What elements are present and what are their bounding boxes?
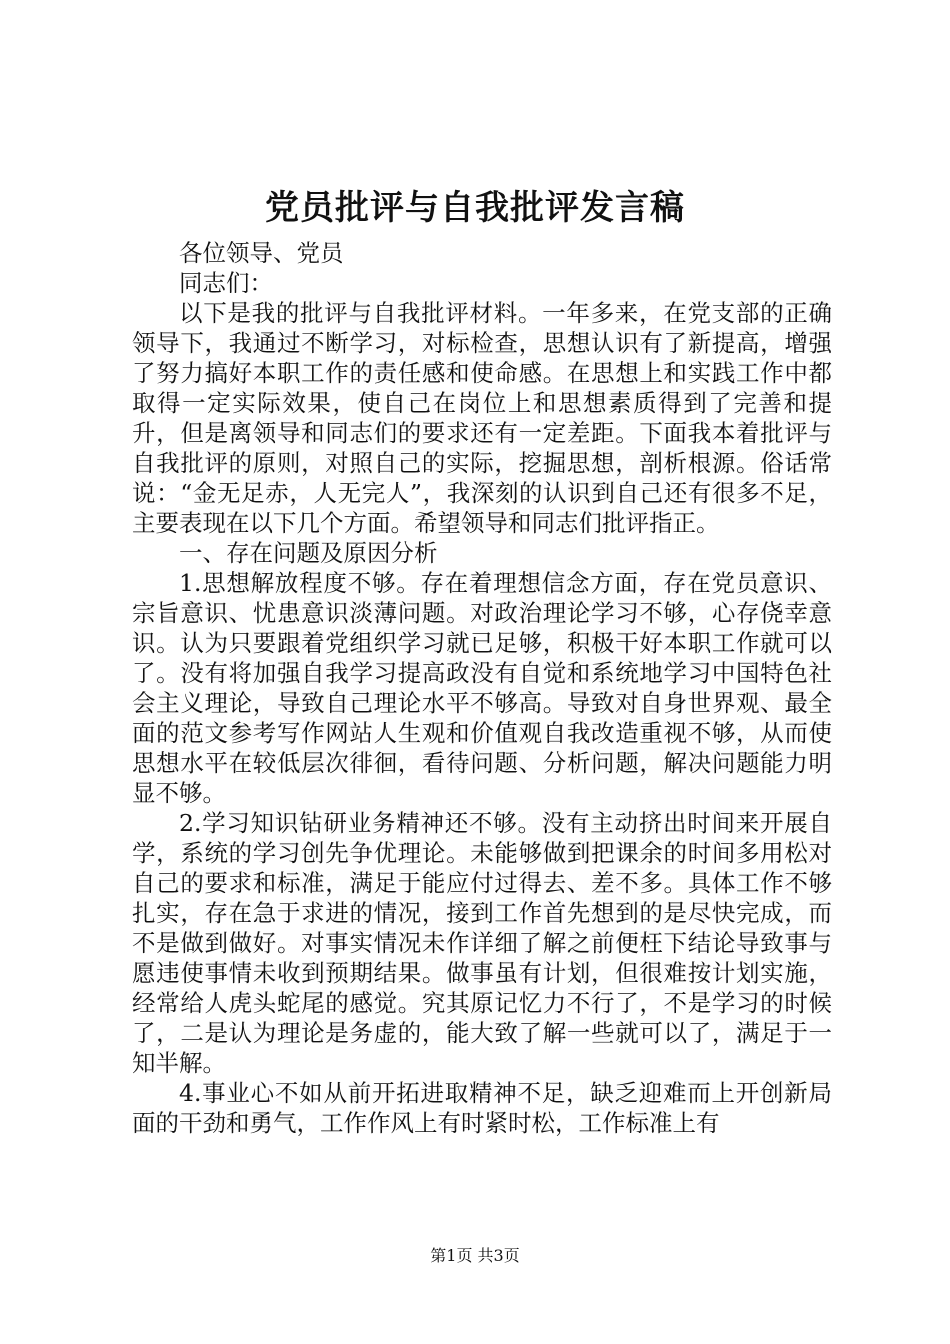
- salutation-line-1: 各位领导、党员: [179, 239, 344, 267]
- section-heading: 一、存在问题及原因分析: [179, 539, 438, 567]
- intro-paragraph: 以下是我的批评与自我批评材料。一年多来，在党支部的正确领导下，我通过不断学习，对标检查，思想认识有了新提高，增强了努力搞好本职工作的责任感和使命感。在思想上和实践工作中都取得一定实际效果，使自己在岗位上和思想素质得到了完善和提升，但是离领导和同志们的要求还有一定差距。下面我本着批评与自我批评的原则，对照自己的实际，挖掘思想，剖析根源。俗话常说：“金无足赤，人无完人”，我深刻的认识到自己还有很多不足，主要表现在以下几个方面。希望领导和同志们批评指正。: [132, 299, 832, 537]
- issue-paragraph-1: 1.思想解放程度不够。存在着理想信念方面，存在党员意识、宗旨意识、忧患意识淡薄问题。对政治理论学习不够，心存侥幸意识。认为只要跟着党组织学习就已足够，积极干好本职工作就可以了。没有将加强自我学习提高政没有自觉和系统地学习中国特色社会主义理论，导致自己理论水平不够高。导致对自身世界观、最全面的范文参考写作网站人生观和价值观自我改造重视不够，从而使思想水平在较低层次徘徊，看待问题、分析问题，解决问题能力明显不够。: [132, 569, 832, 807]
- issue-paragraph-2: 2.学习知识钻研业务精神还不够。没有主动挤出时间来开展自学，系统的学习创先争优理论。未能够做到把课余的时间多用松对自己的要求和标准，满足于能应付过得去、差不多。具体工作不够扎实，存在急于求进的情况，接到工作首先想到的是尽快完成，而不是做到做好。对事实情况未作详细了解之前便枉下结论导致事与愿违使事情未收到预期结果。做事虽有计划，但很难按计划实施，经常给人虎头蛇尾的感觉。究其原记忆力不行了，不是学习的时候了，二是认为理论是务虚的，能大致了解一些就可以了，满足于一知半解。: [132, 809, 832, 1077]
- page-footer: 第1页 共3页: [430, 1246, 520, 1265]
- issue-paragraph-4: 4.事业心不如从前开拓进取精神不足，缺乏迎难而上开创新局面的干劲和勇气，工作作风上有时紧时松，工作标准上有: [132, 1079, 832, 1137]
- document-title: 党员批评与自我批评发言稿: [265, 188, 685, 228]
- document-body: [132, 238, 832, 1138]
- salutation-line-2: 同志们：: [179, 269, 273, 297]
